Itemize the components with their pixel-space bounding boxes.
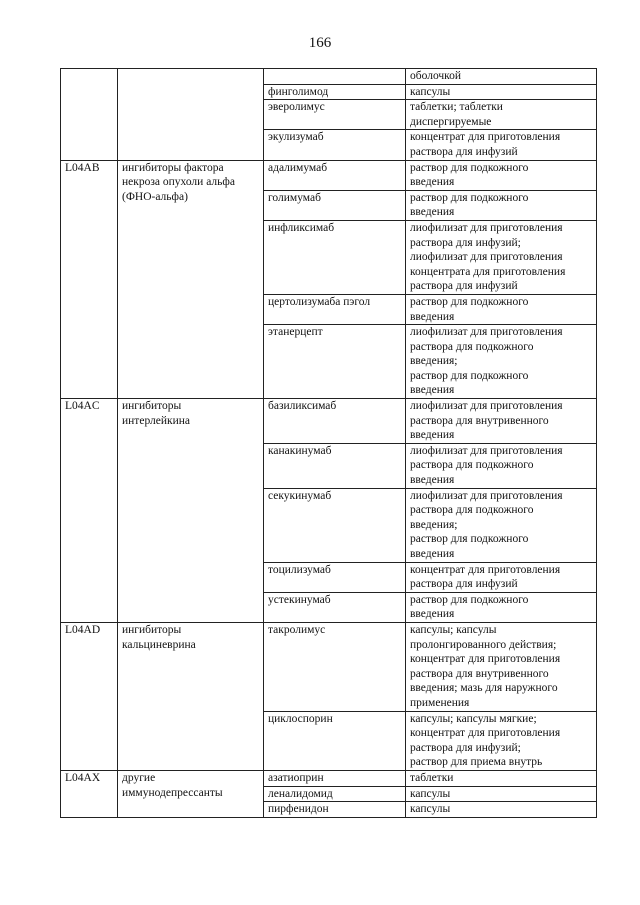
dosage-form-line: раствор для подкожного — [410, 369, 529, 382]
dosage-form-line: концентрат для приготовления — [410, 727, 561, 740]
dosage-form-cell — [406, 220, 597, 294]
dosage-form-line: лиофилизат для приготовления — [410, 221, 563, 234]
dosage-form-line: концентрат для приготовления — [410, 563, 561, 576]
drug-name-cell: тоцилизумаб — [264, 562, 406, 592]
dosage-form-line: раствора для инфузий — [410, 578, 518, 591]
dosage-form-line: лиофилизат для приготовления — [410, 444, 563, 457]
drug-name-cell: цертолизумаба пэгол — [264, 294, 406, 324]
dosage-form-cell — [406, 160, 597, 190]
dosage-form-cell — [406, 399, 597, 444]
dosage-form-cell — [406, 294, 597, 324]
drug-name-cell: леналидомид — [264, 786, 406, 802]
dosage-form-cell — [406, 100, 597, 130]
dosage-form-line: раствора для внутривенного — [410, 414, 549, 427]
dosage-form-cell — [406, 488, 597, 562]
dosage-form-cell — [406, 130, 597, 160]
drug-name-cell: азатиоприн — [264, 770, 406, 786]
dosage-form-line: введения — [410, 176, 455, 189]
dosage-form-line: введения — [410, 548, 455, 560]
dosage-form-line: раствор для подкожного — [410, 161, 529, 174]
drug-name-cell: инфликсимаб — [264, 220, 406, 294]
dosage-form-line: концентрата для приготовления — [410, 265, 566, 278]
drug-table — [60, 68, 597, 818]
dosage-form-line: таблетки — [410, 771, 454, 784]
dosage-form-line: введения — [410, 474, 455, 487]
group-name-cell — [118, 399, 264, 623]
dosage-form-cell — [406, 325, 597, 399]
drug-name-cell: адалимумаб — [264, 160, 406, 190]
table-row — [61, 69, 597, 85]
dosage-form-line: раствора для подкожного — [410, 504, 534, 517]
dosage-form-line: лиофилизат для приготовления — [410, 489, 563, 502]
drug-name-cell: голимумаб — [264, 190, 406, 220]
dosage-form-line: диспергируемые — [410, 115, 492, 128]
table-row — [61, 770, 597, 786]
dosage-form-line: оболочкой — [410, 70, 462, 82]
dosage-form-cell — [406, 770, 597, 786]
dosage-form-cell — [406, 84, 597, 100]
dosage-form-line: концентрат для приготовления — [410, 131, 561, 144]
dosage-form-cell — [406, 711, 597, 770]
page-number: 166 — [308, 35, 332, 51]
drug-name-cell: секукинумаб — [264, 488, 406, 562]
dosage-form-line: раствор для подкожного — [410, 295, 529, 308]
dosage-form-line: лиофилизат для приготовления — [410, 400, 563, 413]
group-name-line: ингибиторы — [122, 623, 182, 636]
dosage-form-line: раствор для подкожного — [410, 191, 529, 204]
dosage-form-line: раствора для инфузий; — [410, 236, 521, 249]
table-row — [61, 399, 597, 444]
drug-name-cell: экулизумаб — [264, 130, 406, 160]
dosage-form-line: раствор для подкожного — [410, 533, 529, 546]
dosage-form-line: таблетки; таблетки — [410, 101, 503, 114]
dosage-form-cell — [406, 69, 597, 85]
group-name-line: кальциневрина — [122, 638, 196, 651]
dosage-form-line: раствор для подкожного — [410, 593, 529, 606]
group-name-cell — [118, 622, 264, 770]
dosage-form-line: раствора для инфузий — [410, 145, 518, 158]
dosage-form-line: капсулы — [410, 85, 451, 98]
drug-name-cell: устекинумаб — [264, 592, 406, 622]
dosage-form-line: лиофилизат для приготовления — [410, 326, 563, 339]
dosage-form-line: капсулы; капсулы мягкие; — [410, 712, 537, 725]
drug-name-cell: циклоспорин — [264, 711, 406, 770]
dosage-form-line: раствора для подкожного — [410, 459, 534, 472]
group-name-line: иммунодепрессанты — [122, 786, 223, 799]
atc-code-cell: L04AC — [61, 399, 118, 623]
dosage-form-line: введения; — [410, 355, 458, 368]
drug-name-cell: эверолимус — [264, 100, 406, 130]
dosage-form-line: раствора для инфузий; — [410, 741, 521, 754]
dosage-form-line: капсулы — [410, 787, 451, 800]
dosage-form-line: введения — [410, 608, 455, 621]
dosage-form-line: раствор для приема внутрь — [410, 756, 543, 769]
group-name-cell — [118, 770, 264, 817]
dosage-form-line: раствора для внутривенного — [410, 667, 549, 680]
group-name-line: (ФНО-альфа) — [122, 190, 188, 203]
dosage-form-line: лиофилизат для приготовления — [410, 251, 563, 264]
atc-code-cell — [61, 69, 118, 161]
group-name-line: ингибиторы фактора — [122, 161, 224, 174]
dosage-form-line: введения; — [410, 518, 458, 531]
group-name-cell — [118, 69, 264, 161]
dosage-form-line: применения — [410, 696, 470, 709]
drug-name-cell — [264, 69, 406, 85]
dosage-form-line: раствора для подкожного — [410, 340, 534, 353]
group-name-line: некроза опухоли альфа — [122, 176, 235, 189]
dosage-form-cell — [406, 802, 597, 818]
dosage-form-line: пролонгированного действия; — [410, 638, 557, 651]
drug-name-cell: пирфенидон — [264, 802, 406, 818]
dosage-form-cell — [406, 592, 597, 622]
dosage-form-line: введения — [410, 206, 455, 219]
group-name-line: интерлейкина — [122, 414, 191, 427]
drug-name-cell: финголимод — [264, 84, 406, 100]
table-row — [61, 160, 597, 190]
atc-code-cell: L04AD — [61, 622, 118, 770]
drug-name-cell: канакинумаб — [264, 443, 406, 488]
atc-code-cell: L04AX — [61, 770, 118, 817]
dosage-form-cell — [406, 443, 597, 488]
table-row — [61, 622, 597, 711]
dosage-form-line: введения — [410, 429, 455, 442]
dosage-form-cell — [406, 190, 597, 220]
atc-code-cell: L04AB — [61, 160, 118, 399]
dosage-form-line: концентрат для приготовления — [410, 653, 561, 666]
drug-name-cell: такролимус — [264, 622, 406, 711]
group-name-line: другие — [122, 771, 156, 784]
group-name-cell — [118, 160, 264, 399]
dosage-form-cell — [406, 622, 597, 711]
dosage-form-cell — [406, 786, 597, 802]
group-name-line: ингибиторы — [122, 400, 182, 413]
dosage-form-line: введения; мазь для наружного — [410, 682, 558, 695]
dosage-form-line: введения — [410, 384, 455, 397]
dosage-form-line: введения — [410, 310, 455, 323]
drug-name-cell: базиликсимаб — [264, 399, 406, 444]
dosage-form-line: раствора для инфузий — [410, 280, 518, 293]
dosage-form-cell — [406, 562, 597, 592]
dosage-form-line: капсулы; капсулы — [410, 623, 497, 636]
drug-name-cell: этанерцепт — [264, 325, 406, 399]
dosage-form-line: капсулы — [410, 803, 451, 816]
